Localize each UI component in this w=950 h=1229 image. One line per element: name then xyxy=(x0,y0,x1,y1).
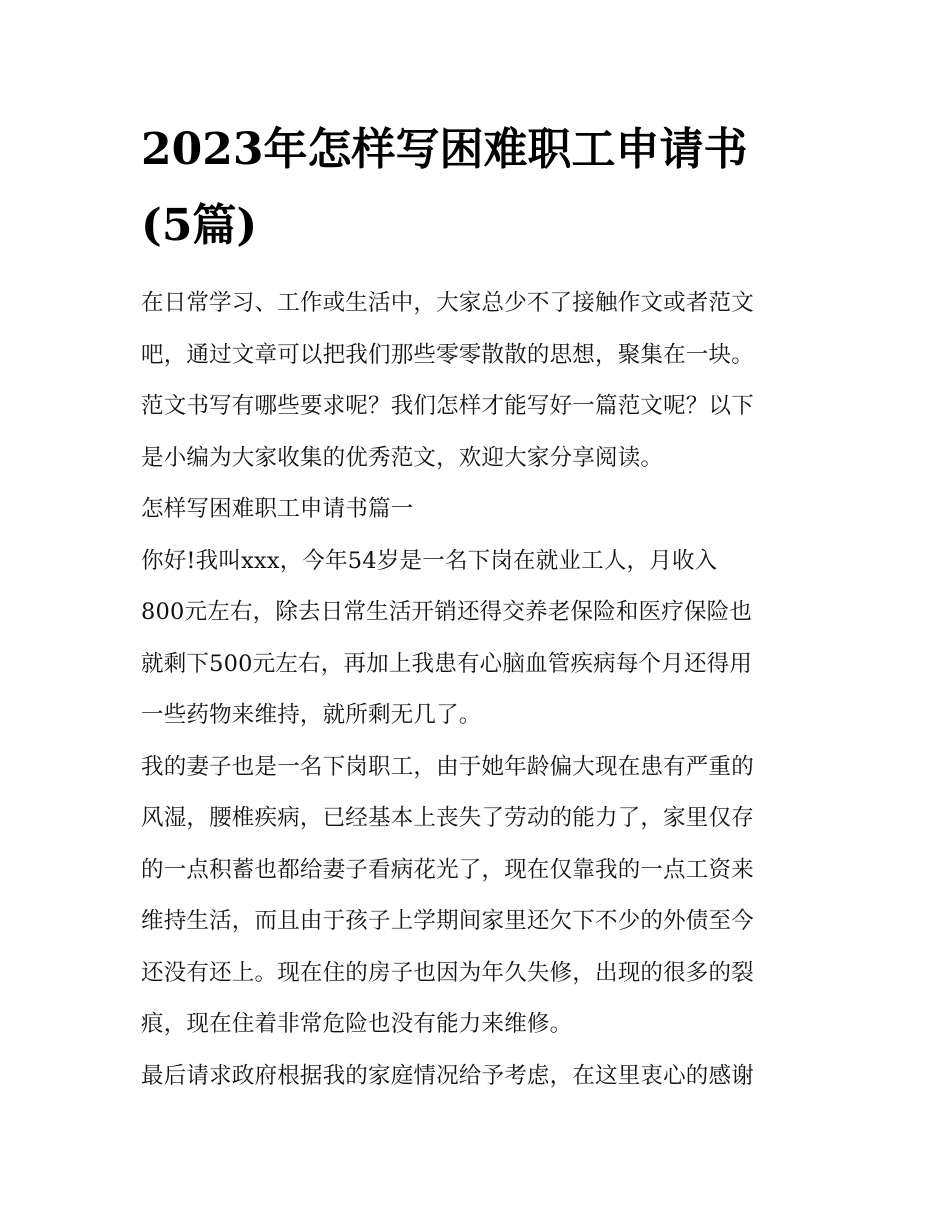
text-line: 范文书写有哪些要求呢？我们怎样才能写好一篇范文呢？以下 xyxy=(141,393,754,419)
title-line: (5篇) xyxy=(141,200,258,251)
text-line: 风湿，腰椎疾病，已经基本上丧失了劳动的能力了，家里仅存 xyxy=(141,805,754,831)
text-line: 就剩下500元左右，再加上我患有心脑血管疾病每个月还得用 xyxy=(141,650,753,677)
document-content xyxy=(141,112,816,1102)
text-line: 800元左右，除去日常生活开销还得交养老保险和医疗保险也 xyxy=(141,599,753,625)
text-line: 维持生活，而且由于孩子上学期间家里还欠下不少的外债至今 xyxy=(141,908,754,934)
text-line: 吧，通过文章可以把我们那些零零散散的思想，聚集在一块。 xyxy=(141,341,754,368)
document-body xyxy=(141,278,816,1102)
text-line: 我的妻子也是一名下岗职工，由于她年龄偏大现在患有严重的 xyxy=(141,753,754,780)
text-line: 你好!我叫xxx，今年54岁是一名下岗在就业工人，月收入 xyxy=(141,547,718,574)
body-paragraph xyxy=(141,1051,816,1103)
text-line: 最后请求政府根据我的家庭情况给予考虑，在这里衷心的感谢 xyxy=(141,1062,754,1089)
text-line: 还没有还上。现在住的房子也因为年久失修，出现的很多的裂 xyxy=(141,959,754,986)
body-paragraph xyxy=(141,742,816,1051)
text-line: 在日常学习、工作或生活中，大家总少不了接触作文或者范文 xyxy=(141,290,754,316)
text-line: 一些药物来维持，就所剩无几了。 xyxy=(141,702,482,728)
text-line: 是小编为大家收集的优秀范文，欢迎大家分享阅读。 xyxy=(141,444,664,471)
text-line: 的一点积蓄也都给妻子看病花光了，现在仅靠我的一点工资来 xyxy=(141,856,754,883)
intro-paragraph xyxy=(141,278,816,484)
document-title xyxy=(141,112,816,264)
text-line: 怎样写困难职工申请书篇一 xyxy=(141,496,414,522)
body-paragraph xyxy=(141,536,816,742)
title-line: 2023年怎样写困难职工申请书 xyxy=(141,124,748,175)
section-heading xyxy=(141,484,816,536)
text-line: 痕，现在住着非常危险也没有能力来维修。 xyxy=(141,1011,573,1037)
